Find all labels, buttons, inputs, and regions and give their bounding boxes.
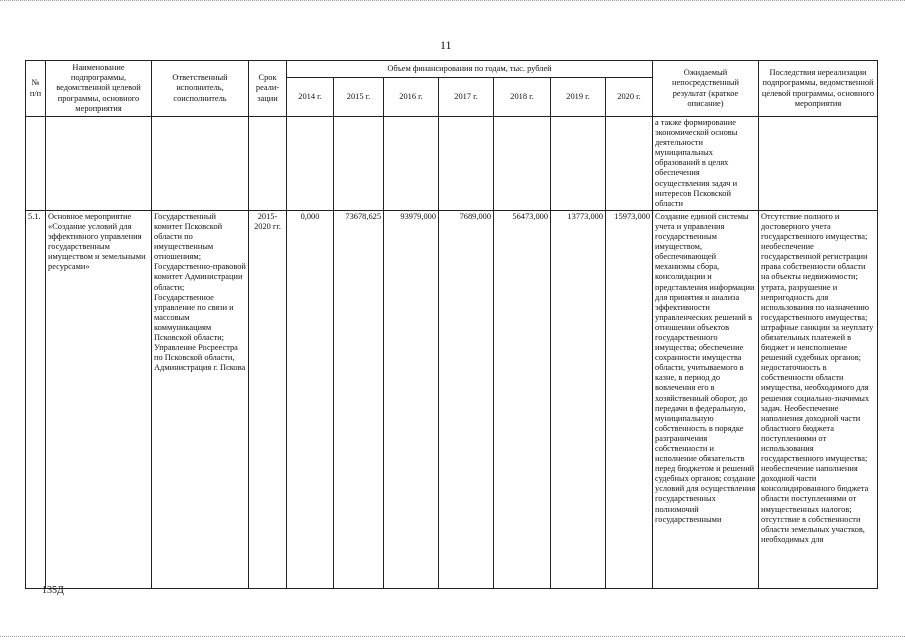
header-result: Ожидаемый непосредственный результат (краткое описание) (653, 61, 759, 117)
header-year: 2014 г. (287, 78, 334, 117)
header-name: Наименование подпрограммы, ведомственной целевой программы, основного мероприятия (46, 61, 152, 117)
header-year: 2016 г. (384, 78, 439, 117)
row-value-2020: 15973,000 (606, 210, 653, 588)
header-funding: Объем финансирования по годам, тыс. рублей (287, 61, 653, 78)
row-num: 5.1. (26, 210, 46, 588)
row-name: Основное мероприятие «Создание условий для эффективного управления государственным имуществом и земельными ресурсами» (46, 210, 152, 588)
header-year: 2018 г. (494, 78, 551, 117)
funding-table (25, 60, 878, 589)
row-value-2017: 7689,000 (439, 210, 494, 588)
page-number: 11 (440, 38, 452, 52)
header-year: 2015 г. (334, 78, 384, 117)
table-row (26, 210, 878, 588)
row-result: Создание единой системы учета и управления государственным имуществом, обеспечивающей механизмы сбора, консолидации и представления информации для принятия и анализа эффективности управленческих решений в отношении объектов государственного имущества; обеспечение сохранности имущества области, учитываемого в казне, в период до вовлечения его в хозяйственный оборот, до передачи в федеральную, муниципальную собственность в порядке разграничения собственности и исполнение обязательств перед бюджетом и решений судебных органов; создание условий для осуществления государственных полномочий государственными (653, 210, 759, 588)
scan-edge-top (0, 0, 905, 2)
row-value-2018: 56473,000 (494, 210, 551, 588)
row-value-2015: 73678,625 (334, 210, 384, 588)
continuation-row (26, 117, 878, 211)
row-term: 2015-2020 гг. (249, 210, 287, 588)
row-executor: Государственный комитет Псковской области по имущественным отношениям; Государственно-правовой комитет Администрации области; Государственное управление по связи и массовым коммуникациям Псковской области; Управление Росреестра по Псковской области, Администрация г. Пскова (152, 210, 249, 588)
header-consequences: Последствия нереализации подпрограммы, ведомственной целевой программы, основного мероприятия (759, 61, 878, 117)
row-value-2019: 13773,000 (551, 210, 606, 588)
row-consequences: Отсутствие полного и достоверного учета государственного имущества; необеспечение государственной регистрации права собственности области на объекты недвижимости; утрата, разрушение и непригодность для использования по назначению государственного имущества; штрафные санкции за неуплату обязательных платежей в бюджет и неисполнение решений судебных органов; недостаточность в собственности области имущества, необходимого для решения социально-значимых задач. Необеспечение наполнения доходной части областного бюджета поступлениями от использования государственного имущества; необеспечение наполнения доходной части консолидированного бюджета области поступлениями от имущественных налогов; отсутствие в собственности области земельных участков, необходимых для (759, 210, 878, 588)
continuation-result: а также формирование экономической основы деятельности муниципальных образований в целях обеспечения осуществления задач и интересов Псковской области (653, 117, 759, 211)
footer-code: 135Д (42, 585, 64, 596)
header-executor: Ответственный исполнитель, соисполнитель (152, 61, 249, 117)
header-term: Срок реали-зации (249, 61, 287, 117)
row-value-2014: 0,000 (287, 210, 334, 588)
header-year: 2019 г. (551, 78, 606, 117)
header-year: 2020 г. (606, 78, 653, 117)
header-num: № п/п (26, 61, 46, 117)
header-year: 2017 г. (439, 78, 494, 117)
row-value-2016: 93979,000 (384, 210, 439, 588)
scan-edge-bottom (0, 636, 905, 638)
